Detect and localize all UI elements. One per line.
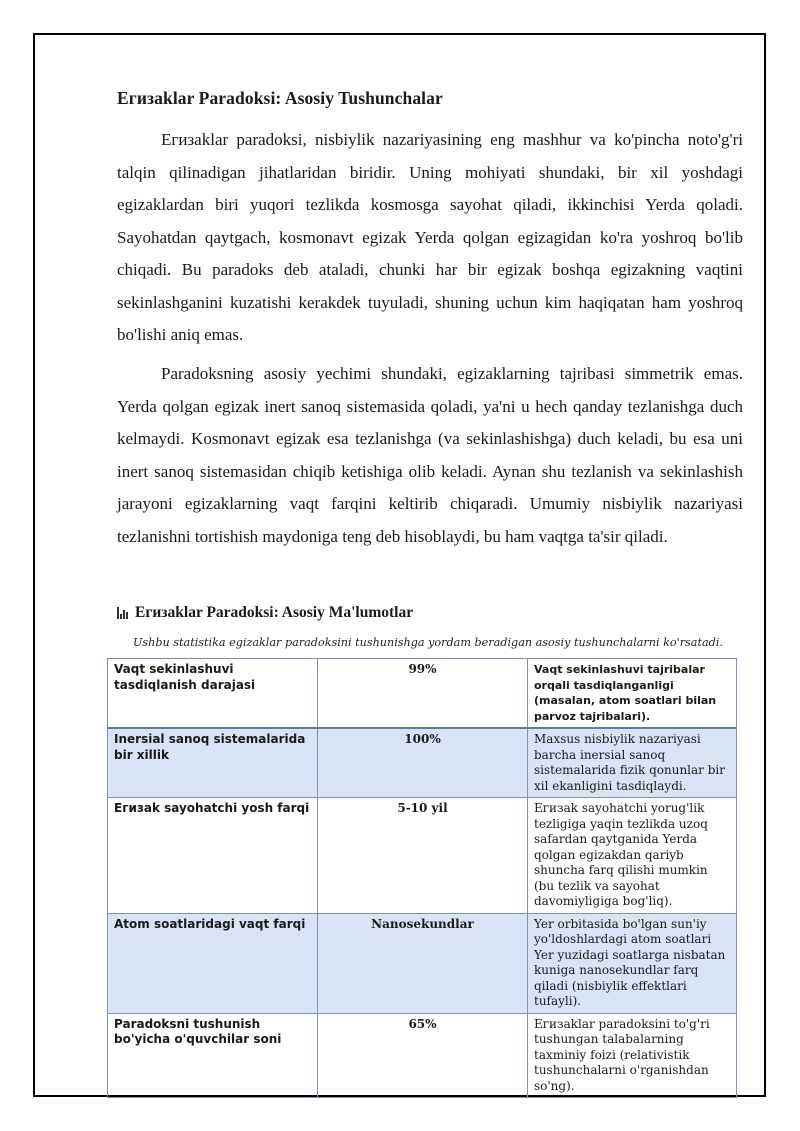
row-label: Vaqt sekinlashuvi tasdiqlanish darajasi [108,659,318,729]
row-value: 99% [318,659,528,729]
row-value: 100% [318,728,528,798]
row-value: Nanosekundlar [318,913,528,1013]
table-row [108,913,737,1013]
row-note: Егизaklar paradoksini to'g'ri tushungan talabalarning taxminiy foizi (relativistik tushunchalarni o'rganishdan so'ng). [528,1013,737,1098]
row-note: Vaqt sekinlashuvi tajribalar orqali tasdiqlanganligi (masalan, atom soatlari bilan parvoz tajribalari). [528,659,737,729]
table-row [108,659,737,729]
paragraph-resolution: Paradoksning asosiy yechimi shundaki, egizaklarning tajribasi simmetrik emas. Yerda qolgan egizak inert sanoq sistemasida qoladi, ya'ni u hech qanday tezlanishga duch kelmaydi. Kosmonavt egizak esa tezlanishga (va sekinlashishga) duch keladi, bu esa uni inert sanoq sistemasidan chiqib ketishiga olib keladi. Aynan shu tezlanish va sekinlashish jarayoni egizaklarning vaqt farqini keltirib chiqaradi. Umumiy nisbiylik nazariyasi tezlanishni tortishish maydoniga teng deb hisoblaydi, bu ham vaqtga ta'sir qiladi. [117,364,743,546]
row-value: 5-10 yil [318,798,528,914]
document-heading: Егизaklar Paradoksi: Asosiy Tushunchalar [117,88,443,108]
row-label: Paradoksni tushunish bo'yicha o'quvchilar soni [108,1013,318,1098]
table-row [108,728,737,798]
row-note: Maxsus nisbiylik nazariyasi barcha inersial sanoq sistemalarida fizik qonunlar bir xil ekanligini tasdiqlaydi. [528,728,737,798]
row-label: Inersial sanoq sistemalarida bir xillik [108,728,318,798]
row-note: Егизak sayohatchi yorug'lik tezligiga yaqin tezlikda uzoq safardan qaytganida Yerda qolgan egizakdan qariyb shuncha farq qilishi mumkin (bu tezlik va sayohat davomiyligiga bog'liq). [528,798,737,914]
stats-subtitle: Ushbu statistika egizaklar paradoksini tushunishga yordam beradigan asosiy tushunchalarni ko'rsatadi. [133,636,723,649]
row-note: Yer orbitasida bo'lgan sun'iy yo'ldoshlardagi atom soatlari Yer yuzidagi soatlarga nisbatan kuniga nanosekundlar farq qiladi (nisbiylik effektlari tufayli). [528,913,737,1013]
stats-table [107,658,737,1098]
stats-title-text: Егизaklar Paradoksi: Asosiy Ma'lumotlar [135,604,414,621]
paragraph-intro: Егизaklar paradoksi, nisbiylik nazariyasining eng mashhur va ko'pincha noto'g'ri talqin qilinadigan jihatlaridan biridir. Uning mohiyati shundaki, bir xil yoshdagi egizaklardan biri yuqori tezlikda kosmosga sayohat qiladi, ikkinchisi Yerda qoladi. Sayohatdan qaytgach, kosmonavt egizak Yerda qolgan egizagidan ko'ra yoshroq bo'lib chiqadi. Bu paradoks deb ataladi, chunki har bir egizak boshqa egizakning vaqtini sekinlashganini kuzatishi kerakdek tuyuladi, shuning uchun kim haqiqatan ham yoshroq bo'lishi aniq emas. [117,130,743,344]
table-row [108,798,737,914]
row-label: Егизak sayohatchi yosh farqi [108,798,318,914]
row-value: 65% [318,1013,528,1098]
table-row [108,1013,737,1098]
bar-chart-icon [117,607,129,619]
stats-title [117,604,413,622]
row-label: Atom soatlaridagi vaqt farqi [108,913,318,1013]
